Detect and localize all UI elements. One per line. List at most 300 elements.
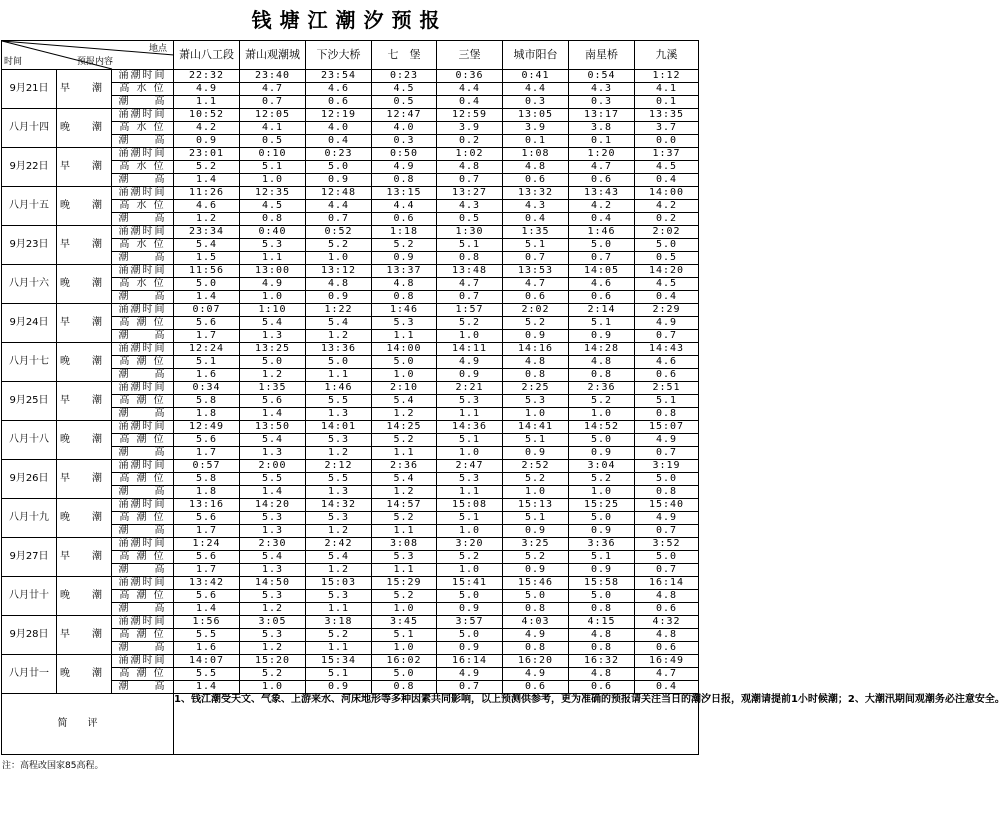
value-cell: 5.2: [372, 434, 437, 447]
row-label: 潮 高: [112, 135, 174, 148]
row-label: 涌潮时间: [112, 304, 174, 317]
value-cell: 1:30: [437, 226, 503, 239]
value-cell: 1:46: [306, 382, 372, 395]
table-row: [2, 265, 699, 278]
value-cell: 5.4: [372, 473, 437, 486]
value-cell: 4.6: [569, 278, 635, 291]
value-cell: 3:04: [569, 460, 635, 473]
value-cell: 23:34: [174, 226, 240, 239]
row-label: 高 水 位: [112, 200, 174, 213]
value-cell: 4.8: [306, 278, 372, 291]
session-cell: 早 潮: [57, 70, 112, 109]
table-row: [2, 343, 699, 356]
row-label: 高 潮 位: [112, 356, 174, 369]
value-cell: 1.6: [174, 369, 240, 382]
value-cell: 5.1: [437, 434, 503, 447]
value-cell: 5.1: [635, 395, 699, 408]
row-label: 高 潮 位: [112, 512, 174, 525]
value-cell: 5.0: [240, 356, 306, 369]
session-cell: 早 潮: [57, 460, 112, 499]
value-cell: 0.8: [437, 252, 503, 265]
value-cell: 1.2: [306, 447, 372, 460]
value-cell: 5.4: [240, 434, 306, 447]
value-cell: 1.0: [503, 408, 569, 421]
row-label: 高 潮 位: [112, 395, 174, 408]
value-cell: 2:02: [503, 304, 569, 317]
table-row: [2, 187, 699, 200]
value-cell: 5.4: [372, 395, 437, 408]
value-cell: 0.8: [635, 486, 699, 499]
value-cell: 1.7: [174, 447, 240, 460]
row-label: 高 潮 位: [112, 473, 174, 486]
value-cell: 0.6: [635, 642, 699, 655]
value-cell: 0.5: [240, 135, 306, 148]
value-cell: 0.9: [437, 603, 503, 616]
value-cell: 5.0: [437, 590, 503, 603]
value-cell: 4.9: [240, 278, 306, 291]
session-cell: 早 潮: [57, 226, 112, 265]
value-cell: 0.6: [503, 681, 569, 694]
table-row: [2, 460, 699, 473]
table-row: [2, 304, 699, 317]
value-cell: 4.7: [437, 278, 503, 291]
value-cell: 4.6: [174, 200, 240, 213]
value-cell: 15:07: [635, 421, 699, 434]
row-label: 潮 高: [112, 447, 174, 460]
row-label: 涌潮时间: [112, 226, 174, 239]
value-cell: 1:12: [635, 70, 699, 83]
value-cell: 13:12: [306, 265, 372, 278]
value-cell: 1.1: [437, 486, 503, 499]
value-cell: 5.6: [174, 590, 240, 603]
value-cell: 5.0: [635, 551, 699, 564]
value-cell: 5.1: [174, 356, 240, 369]
value-cell: 1.3: [306, 408, 372, 421]
value-cell: 2:42: [306, 538, 372, 551]
value-cell: 1.3: [240, 564, 306, 577]
value-cell: 14:52: [569, 421, 635, 434]
value-cell: 0:40: [240, 226, 306, 239]
value-cell: 16:14: [635, 577, 699, 590]
value-cell: 12:05: [240, 109, 306, 122]
date-cell: 八月十九: [2, 499, 57, 538]
row-label: 涌潮时间: [112, 460, 174, 473]
value-cell: 4.8: [635, 590, 699, 603]
page-title: 钱塘江潮汐预报: [251, 8, 448, 32]
location-header: 七 堡: [372, 41, 437, 70]
value-cell: 4.4: [503, 83, 569, 96]
table-row: [2, 655, 699, 668]
table-row: [2, 70, 699, 83]
value-cell: 0.6: [503, 174, 569, 187]
value-cell: 5.8: [174, 395, 240, 408]
value-cell: 0.7: [635, 447, 699, 460]
value-cell: 2:36: [569, 382, 635, 395]
date-cell: 八月十五: [2, 187, 57, 226]
value-cell: 1.0: [437, 525, 503, 538]
diagonal-header-cell: [2, 41, 174, 70]
row-label: 高 水 位: [112, 83, 174, 96]
value-cell: 5.0: [635, 239, 699, 252]
value-cell: 4:32: [635, 616, 699, 629]
value-cell: 1.2: [306, 330, 372, 343]
value-cell: 1.3: [240, 447, 306, 460]
value-cell: 4.1: [635, 83, 699, 96]
row-label: 高 潮 位: [112, 317, 174, 330]
date-cell: 9月23日: [2, 226, 57, 265]
session-cell: 早 潮: [57, 382, 112, 421]
value-cell: 0:57: [174, 460, 240, 473]
row-label: 潮 高: [112, 330, 174, 343]
header-row: [2, 41, 699, 70]
value-cell: 5.1: [437, 512, 503, 525]
value-cell: 5.2: [372, 590, 437, 603]
date-cell: 八月十八: [2, 421, 57, 460]
value-cell: 5.2: [503, 473, 569, 486]
value-cell: 1:57: [437, 304, 503, 317]
value-cell: 5.0: [569, 512, 635, 525]
value-cell: 4.8: [437, 161, 503, 174]
value-cell: 5.3: [503, 395, 569, 408]
value-cell: 4.6: [306, 83, 372, 96]
row-label: 潮 高: [112, 174, 174, 187]
value-cell: 5.3: [240, 239, 306, 252]
value-cell: 23:01: [174, 148, 240, 161]
date-cell: 八月十七: [2, 343, 57, 382]
value-cell: 4.0: [306, 122, 372, 135]
value-cell: 3:20: [437, 538, 503, 551]
value-cell: 0.0: [635, 135, 699, 148]
value-cell: 1.0: [372, 369, 437, 382]
value-cell: 0.7: [437, 174, 503, 187]
value-cell: 11:56: [174, 265, 240, 278]
value-cell: 0.2: [635, 213, 699, 226]
value-cell: 5.5: [306, 395, 372, 408]
value-cell: 5.5: [240, 473, 306, 486]
value-cell: 4.8: [569, 629, 635, 642]
value-cell: 12:24: [174, 343, 240, 356]
value-cell: 14:41: [503, 421, 569, 434]
value-cell: 5.2: [306, 629, 372, 642]
value-cell: 15:34: [306, 655, 372, 668]
value-cell: 0.8: [503, 642, 569, 655]
row-label: 涌潮时间: [112, 616, 174, 629]
value-cell: 2:02: [635, 226, 699, 239]
session-cell: 晚 潮: [57, 421, 112, 460]
value-cell: 5.6: [240, 395, 306, 408]
value-cell: 3:08: [372, 538, 437, 551]
value-cell: 2:10: [372, 382, 437, 395]
value-cell: 5.2: [372, 239, 437, 252]
value-cell: 14:07: [174, 655, 240, 668]
value-cell: 5.1: [372, 629, 437, 642]
value-cell: 0.6: [635, 603, 699, 616]
value-cell: 13:35: [635, 109, 699, 122]
value-cell: 5.3: [240, 512, 306, 525]
date-cell: 9月26日: [2, 460, 57, 499]
value-cell: 4.2: [569, 200, 635, 213]
value-cell: 0.7: [569, 252, 635, 265]
value-cell: 0.7: [437, 681, 503, 694]
row-label: 涌潮时间: [112, 70, 174, 83]
value-cell: 12:35: [240, 187, 306, 200]
value-cell: 1.1: [174, 96, 240, 109]
value-cell: 5.2: [503, 317, 569, 330]
value-cell: 5.0: [372, 356, 437, 369]
value-cell: 14:11: [437, 343, 503, 356]
value-cell: 1.1: [306, 642, 372, 655]
value-cell: 0.7: [306, 213, 372, 226]
value-cell: 14:20: [240, 499, 306, 512]
value-cell: 15:13: [503, 499, 569, 512]
value-cell: 4.9: [635, 434, 699, 447]
value-cell: 0.2: [437, 135, 503, 148]
value-cell: 0:41: [503, 70, 569, 83]
value-cell: 4.5: [240, 200, 306, 213]
location-header: 城市阳台: [503, 41, 569, 70]
value-cell: 0.8: [372, 291, 437, 304]
row-label: 高 潮 位: [112, 668, 174, 681]
value-cell: 0.9: [174, 135, 240, 148]
table-row: [2, 148, 699, 161]
value-cell: 4.2: [635, 200, 699, 213]
value-cell: 5.5: [306, 473, 372, 486]
value-cell: 0.6: [569, 174, 635, 187]
value-cell: 5.3: [306, 434, 372, 447]
value-cell: 4:03: [503, 616, 569, 629]
value-cell: 5.4: [240, 317, 306, 330]
value-cell: 0.8: [569, 603, 635, 616]
session-cell: 晚 潮: [57, 109, 112, 148]
value-cell: 1.0: [306, 252, 372, 265]
value-cell: 15:58: [569, 577, 635, 590]
value-cell: 5.6: [174, 434, 240, 447]
value-cell: 1:18: [372, 226, 437, 239]
value-cell: 5.0: [635, 473, 699, 486]
value-cell: 5.1: [503, 239, 569, 252]
row-label: 潮 高: [112, 564, 174, 577]
value-cell: 2:12: [306, 460, 372, 473]
value-cell: 1.1: [372, 564, 437, 577]
value-cell: 1.5: [174, 252, 240, 265]
value-cell: 5.2: [372, 512, 437, 525]
value-cell: 14:16: [503, 343, 569, 356]
value-cell: 5.0: [372, 668, 437, 681]
value-cell: 3:57: [437, 616, 503, 629]
value-cell: 1.3: [240, 330, 306, 343]
value-cell: 0.9: [437, 642, 503, 655]
value-cell: 2:00: [240, 460, 306, 473]
value-cell: 2:47: [437, 460, 503, 473]
value-cell: 4:15: [569, 616, 635, 629]
value-cell: 0.9: [503, 525, 569, 538]
value-cell: 1.7: [174, 525, 240, 538]
value-cell: 0:23: [372, 70, 437, 83]
value-cell: 16:32: [569, 655, 635, 668]
row-label: 潮 高: [112, 369, 174, 382]
value-cell: 5.2: [437, 551, 503, 564]
value-cell: 4.7: [569, 161, 635, 174]
value-cell: 1.4: [240, 486, 306, 499]
date-cell: 9月28日: [2, 616, 57, 655]
value-cell: 13:16: [174, 499, 240, 512]
value-cell: 1.0: [437, 564, 503, 577]
value-cell: 5.3: [240, 629, 306, 642]
value-cell: 1.1: [306, 369, 372, 382]
value-cell: 1.1: [372, 447, 437, 460]
value-cell: 4.7: [635, 668, 699, 681]
value-cell: 4.1: [240, 122, 306, 135]
value-cell: 4.9: [437, 668, 503, 681]
value-cell: 3.9: [437, 122, 503, 135]
value-cell: 5.4: [306, 317, 372, 330]
value-cell: 5.1: [503, 512, 569, 525]
value-cell: 5.2: [437, 317, 503, 330]
value-cell: 5.3: [372, 317, 437, 330]
value-cell: 4.9: [372, 161, 437, 174]
value-cell: 16:20: [503, 655, 569, 668]
value-cell: 12:59: [437, 109, 503, 122]
value-cell: 23:54: [306, 70, 372, 83]
value-cell: 0.4: [635, 681, 699, 694]
location-header: 三堡: [437, 41, 503, 70]
value-cell: 0.5: [437, 213, 503, 226]
value-cell: 1:56: [174, 616, 240, 629]
value-cell: 5.0: [569, 434, 635, 447]
value-cell: 1.7: [174, 330, 240, 343]
value-cell: 3.9: [503, 122, 569, 135]
value-cell: 0.9: [503, 330, 569, 343]
value-cell: 4.6: [635, 356, 699, 369]
value-cell: 5.0: [569, 590, 635, 603]
value-cell: 5.3: [306, 590, 372, 603]
value-cell: 2:25: [503, 382, 569, 395]
value-cell: 14:05: [569, 265, 635, 278]
value-cell: 2:14: [569, 304, 635, 317]
value-cell: 0.4: [437, 96, 503, 109]
value-cell: 1.4: [174, 291, 240, 304]
value-cell: 13:36: [306, 343, 372, 356]
value-cell: 1:35: [240, 382, 306, 395]
value-cell: 1.1: [372, 330, 437, 343]
value-cell: 1:24: [174, 538, 240, 551]
value-cell: 14:57: [372, 499, 437, 512]
value-cell: 0.6: [503, 291, 569, 304]
value-cell: 5.1: [503, 434, 569, 447]
value-cell: 15:40: [635, 499, 699, 512]
value-cell: 5.3: [372, 551, 437, 564]
value-cell: 0.9: [306, 681, 372, 694]
value-cell: 22:32: [174, 70, 240, 83]
comment-title: 简评: [2, 694, 174, 755]
content-label: 预报内容: [77, 57, 114, 67]
value-cell: 1:46: [569, 226, 635, 239]
value-cell: 1.0: [569, 486, 635, 499]
value-cell: 11:26: [174, 187, 240, 200]
value-cell: 1:46: [372, 304, 437, 317]
value-cell: 0.9: [569, 330, 635, 343]
value-cell: 1.0: [240, 174, 306, 187]
value-cell: 4.9: [503, 629, 569, 642]
row-label: 高 水 位: [112, 161, 174, 174]
date-cell: 9月25日: [2, 382, 57, 421]
value-cell: 1.0: [372, 642, 437, 655]
value-cell: 14:32: [306, 499, 372, 512]
value-cell: 13:50: [240, 421, 306, 434]
location-header: 下沙大桥: [306, 41, 372, 70]
value-cell: 4.8: [503, 161, 569, 174]
value-cell: 1.2: [240, 642, 306, 655]
value-cell: 14:28: [569, 343, 635, 356]
value-cell: 0.3: [503, 96, 569, 109]
value-cell: 1:37: [635, 148, 699, 161]
value-cell: 5.4: [240, 551, 306, 564]
row-label: 涌潮时间: [112, 577, 174, 590]
value-cell: 0:07: [174, 304, 240, 317]
value-cell: 4.9: [635, 512, 699, 525]
value-cell: 1.1: [437, 408, 503, 421]
value-cell: 5.6: [174, 317, 240, 330]
value-cell: 12:48: [306, 187, 372, 200]
value-cell: 15:25: [569, 499, 635, 512]
value-cell: 0.6: [372, 213, 437, 226]
value-cell: 0.8: [569, 369, 635, 382]
value-cell: 4.3: [569, 83, 635, 96]
tide-forecast-table: [1, 40, 1005, 755]
row-label: 潮 高: [112, 213, 174, 226]
value-cell: 2:52: [503, 460, 569, 473]
value-cell: 14:43: [635, 343, 699, 356]
value-cell: 13:43: [569, 187, 635, 200]
value-cell: 4.5: [635, 278, 699, 291]
value-cell: 1.1: [372, 525, 437, 538]
value-cell: 13:05: [503, 109, 569, 122]
value-cell: 1:20: [569, 148, 635, 161]
row-label: 高 潮 位: [112, 551, 174, 564]
row-label: 高 潮 位: [112, 629, 174, 642]
value-cell: 4.4: [372, 200, 437, 213]
value-cell: 16:14: [437, 655, 503, 668]
row-label: 潮 高: [112, 681, 174, 694]
row-label: 潮 高: [112, 525, 174, 538]
table-row: [2, 499, 699, 512]
value-cell: 0.7: [635, 564, 699, 577]
value-cell: 3:05: [240, 616, 306, 629]
value-cell: 5.0: [174, 278, 240, 291]
value-cell: 2:30: [240, 538, 306, 551]
row-label: 涌潮时间: [112, 343, 174, 356]
value-cell: 23:40: [240, 70, 306, 83]
row-label: 涌潮时间: [112, 265, 174, 278]
value-cell: 0:50: [372, 148, 437, 161]
row-label: 涌潮时间: [112, 655, 174, 668]
value-cell: 3:45: [372, 616, 437, 629]
value-cell: 5.0: [569, 239, 635, 252]
row-label: 潮 高: [112, 642, 174, 655]
value-cell: 4.9: [635, 317, 699, 330]
value-cell: 1.0: [437, 447, 503, 460]
value-cell: 0.9: [306, 174, 372, 187]
value-cell: 5.2: [306, 239, 372, 252]
table-row: [2, 421, 699, 434]
date-cell: 9月22日: [2, 148, 57, 187]
value-cell: 1.7: [174, 564, 240, 577]
value-cell: 0.8: [635, 408, 699, 421]
value-cell: 3.7: [635, 122, 699, 135]
row-label: 涌潮时间: [112, 538, 174, 551]
session-cell: 晚 潮: [57, 499, 112, 538]
value-cell: 3:52: [635, 538, 699, 551]
